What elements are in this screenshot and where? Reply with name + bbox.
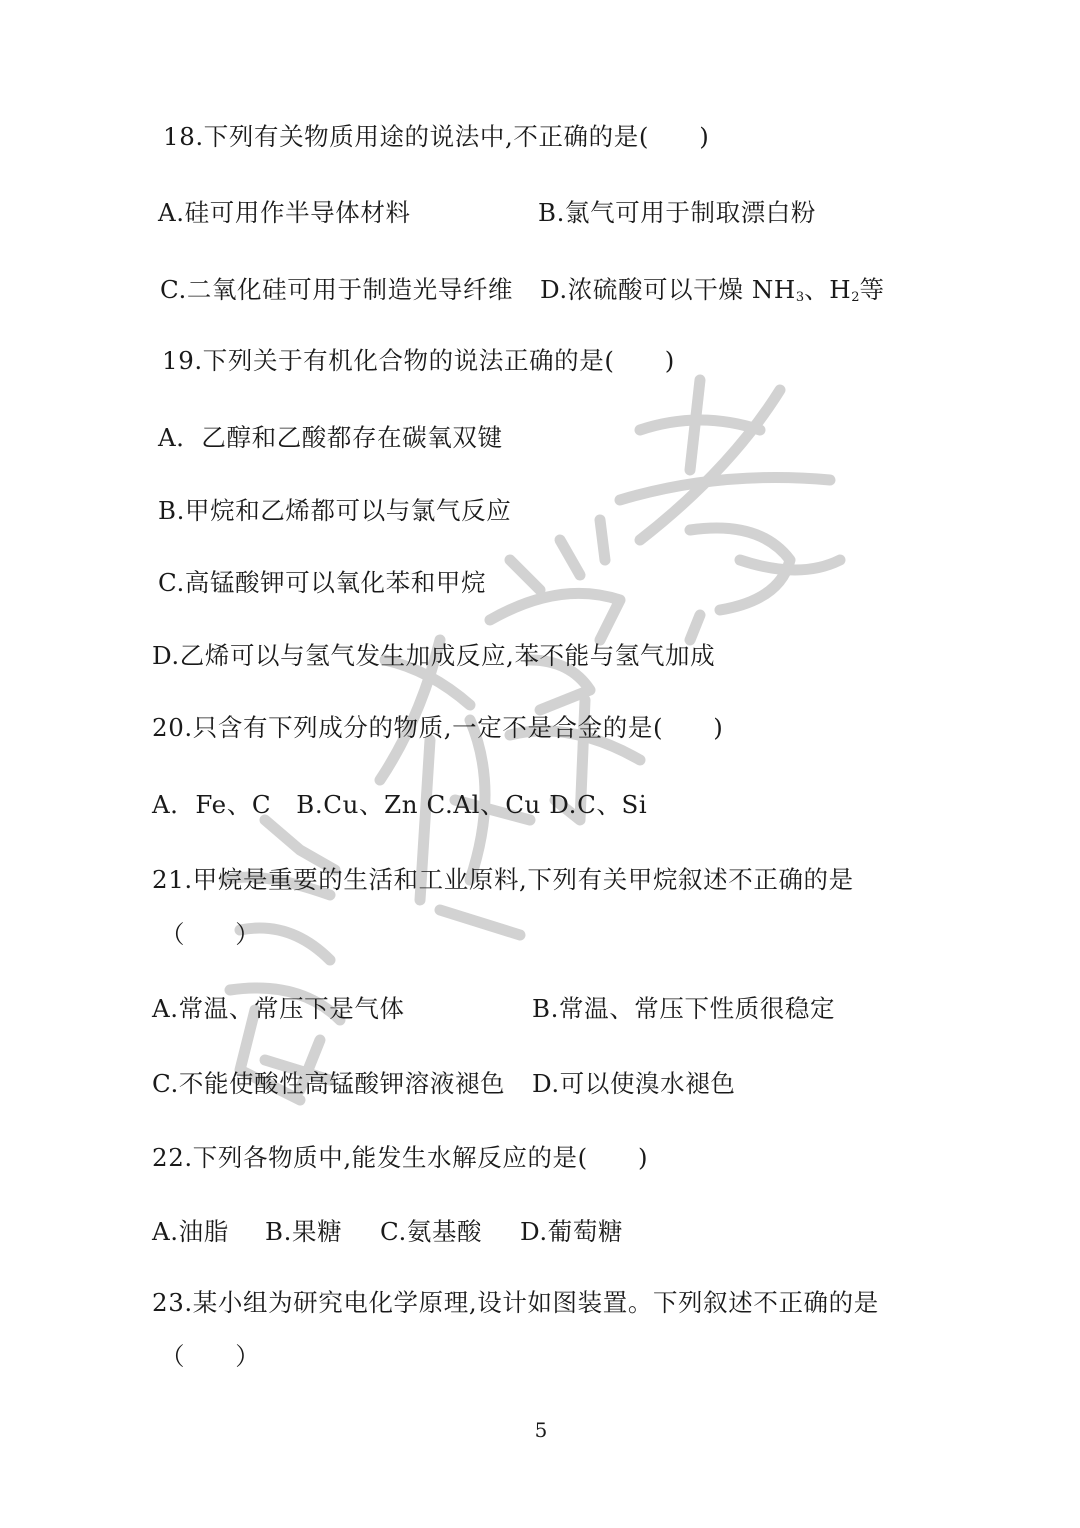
q19-option-c: C.高锰酸钾可以氧化苯和甲烷	[158, 568, 487, 597]
q18-option-d-sub3: 3	[795, 290, 805, 305]
q19-option-b: B.甲烷和乙烯都可以与氯气反应	[158, 496, 512, 525]
q18-option-b: B.氯气可用于制取漂白粉	[538, 198, 816, 227]
q23-stem-bracket: （ ）	[160, 1342, 261, 1371]
q21-option-c: C.不能使酸性高锰酸钾溶液褪色	[152, 1069, 506, 1098]
q21-stem-bracket: （ ）	[160, 920, 261, 949]
q22-option-b: B.果糖	[265, 1217, 343, 1246]
q19-option-d: D.乙烯可以与氢气发生加成反应,苯不能与氢气加成	[152, 641, 716, 670]
q18-option-a: A.硅可用作半导体材料	[158, 198, 411, 227]
q19-stem: 19.下列关于有机化合物的说法正确的是( )	[162, 346, 675, 375]
q21-option-a: A.常温、常压下是气体	[152, 994, 405, 1023]
q22-option-a: A.油脂	[152, 1217, 229, 1246]
q21-option-d: D.可以使溴水褪色	[532, 1069, 736, 1098]
q18-stem: 18.下列有关物质用途的说法中,不正确的是( )	[163, 122, 710, 151]
q22-option-d: D.葡萄糖	[520, 1217, 624, 1246]
q22-option-c: C.氨基酸	[380, 1217, 483, 1246]
q21-option-b: B.常温、常压下性质很稳定	[532, 994, 836, 1023]
q19-option-a: A．乙醇和乙酸都存在碳氧双键	[158, 423, 503, 452]
q23-stem: 23.某小组为研究电化学原理,设计如图装置。下列叙述不正确的是	[152, 1288, 879, 1317]
q20-stem: 20.只含有下列成分的物质,一定不是合金的是( )	[152, 713, 724, 742]
q18-option-d-text: D.浓硫酸可以干燥 NH	[540, 275, 796, 304]
q20-options: A．Fe、C B.Cu、Zn C.Al、Cu D.C、Si	[152, 790, 648, 819]
q22-stem: 22.下列各物质中,能发生水解反应的是( )	[152, 1143, 649, 1172]
page-number: 5	[534, 1418, 548, 1442]
q18-option-d	[540, 275, 885, 313]
q21-stem: 21.甲烷是重要的生活和工业原料,下列有关甲烷叙述不正确的是	[152, 865, 854, 894]
q18-option-d-sub2: 2	[851, 290, 860, 305]
q18-option-c: C.二氧化硅可用于制造光导纤维	[160, 275, 514, 304]
q18-option-d-text3: 等	[859, 275, 885, 304]
q18-option-d-text2: 、H	[804, 275, 852, 304]
